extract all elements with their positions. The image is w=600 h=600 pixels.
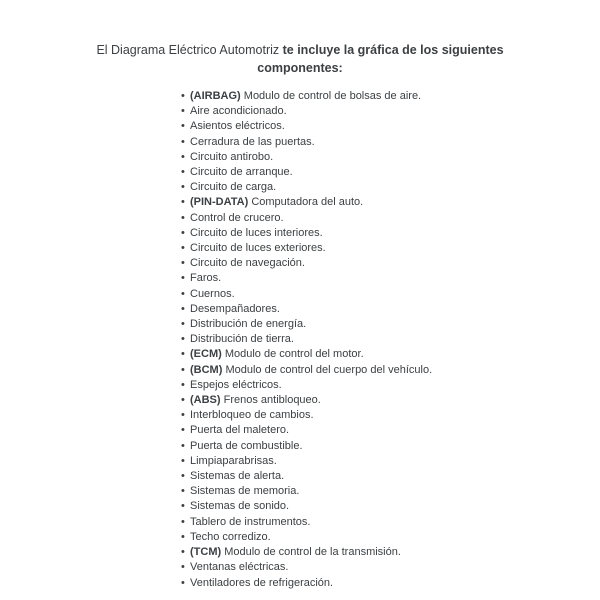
list-item [181, 104, 600, 119]
item-text: Ventanas eléctricas. [190, 561, 289, 574]
item-text: Circuito de arranque. [190, 166, 293, 179]
item-text: Cerradura de las puertas. [190, 135, 315, 148]
title-regular-part: El Diagrama Eléctrico Automotriz [96, 43, 280, 57]
item-keyword: (ECM) [190, 348, 225, 361]
item-text: Circuito antirobo. [190, 150, 274, 163]
list-item [181, 241, 600, 256]
bullet-icon: • [181, 90, 185, 102]
list-item [181, 423, 600, 438]
item-text: Modulo de control de bolsas de aire. [243, 90, 422, 102]
bullet-icon: • [181, 530, 185, 543]
item-text: Ventiladores de refrigeración. [190, 576, 334, 589]
bullet-icon: • [181, 515, 185, 528]
list-item [181, 576, 600, 591]
list-item [181, 317, 600, 332]
item-text: Interbloqueo de cambios. [190, 409, 314, 422]
item-text: Modulo de control del cuerpo del vehículo. [225, 363, 433, 376]
item-keyword: (BCM) [190, 363, 226, 376]
bullet-icon: • [181, 272, 185, 285]
item-text: Cuernos. [190, 287, 235, 300]
bullet-icon: • [181, 181, 185, 194]
bullet-icon: • [181, 302, 185, 315]
list-item [181, 256, 600, 271]
bullet-icon: • [181, 105, 185, 118]
bullet-icon: • [181, 287, 185, 300]
item-text: Espejos eléctricos. [190, 378, 282, 391]
item-text: Limpiaparabrisas. [190, 454, 277, 467]
list-item [181, 454, 600, 469]
item-text: Distribución de energía. [190, 318, 307, 331]
item-text: Control de crucero. [190, 211, 284, 224]
item-text: Sistemas de alerta. [190, 470, 285, 483]
list-item [181, 180, 600, 195]
item-keyword: (AIRBAG) [190, 90, 244, 102]
bullet-icon: • [181, 439, 185, 452]
list-item [181, 89, 600, 104]
bullet-icon: • [181, 211, 185, 224]
item-text: Circuito de carga. [190, 181, 277, 194]
bullet-icon: • [181, 561, 185, 574]
bullet-icon: • [181, 120, 185, 133]
item-text: Aire acondicionado. [190, 105, 287, 118]
item-text: Circuito de luces exteriores. [190, 242, 326, 255]
list-item [181, 393, 600, 408]
item-text: Sistemas de sonido. [190, 500, 290, 513]
item-text: Techo corredizo. [190, 530, 271, 543]
item-text: Tablero de instrumentos. [190, 515, 311, 528]
bullet-icon: • [181, 470, 185, 483]
item-text: Circuito de navegación. [190, 257, 305, 270]
item-text: Asientos eléctricos. [190, 120, 285, 133]
bullet-icon: • [181, 546, 185, 559]
bullet-icon: • [181, 257, 185, 270]
list-item [181, 560, 600, 575]
item-text: Distribución de tierra. [190, 333, 294, 346]
bullet-icon: • [181, 196, 185, 209]
item-text: Modulo de control de la transmisión. [224, 546, 401, 559]
list-item [181, 469, 600, 484]
list-item [181, 119, 600, 134]
list-item [181, 484, 600, 499]
bullet-icon: • [181, 485, 185, 498]
bullet-icon: • [181, 135, 185, 148]
list-item [181, 378, 600, 393]
item-text: Computadora del auto. [251, 196, 364, 209]
list-item [181, 439, 600, 454]
item-text: Circuito de luces interiores. [190, 226, 323, 239]
title-bold-part: te incluye la gráfica de los siguientes [282, 43, 504, 57]
list-item [181, 515, 600, 530]
bullet-icon: • [181, 333, 185, 346]
item-text: Frenos antibloqueo. [223, 394, 321, 407]
list-item [181, 287, 600, 302]
title-bold-line2: componentes: [257, 61, 343, 75]
bullet-icon: • [181, 150, 185, 163]
item-keyword: (TCM) [190, 546, 225, 559]
list-item [181, 530, 600, 545]
item-keyword: (PIN-DATA) [190, 196, 252, 209]
list-item [181, 408, 600, 423]
bullet-icon: • [181, 348, 185, 361]
list-item [181, 363, 600, 378]
bullet-icon: • [181, 454, 185, 467]
bullet-icon: • [181, 166, 185, 179]
list-item [181, 302, 600, 317]
item-text: Desempañadores. [190, 302, 280, 315]
bullet-icon: • [181, 378, 185, 391]
list-item [181, 165, 600, 180]
list-item [181, 347, 600, 362]
bullet-icon: • [181, 318, 185, 331]
list-item [181, 499, 600, 514]
list-item [181, 150, 600, 165]
list-item [181, 135, 600, 150]
bullet-icon: • [181, 394, 185, 407]
item-text: Faros. [190, 272, 222, 285]
list-item [181, 195, 600, 210]
item-text: Puerta del maletero. [190, 424, 290, 437]
bullet-icon: • [181, 424, 185, 437]
list-item [181, 211, 600, 226]
bullet-icon: • [181, 500, 185, 513]
item-text: Sistemas de memoria. [190, 485, 300, 498]
item-text: Puerta de combustible. [190, 439, 303, 452]
bullet-icon: • [181, 226, 185, 239]
bullet-icon: • [181, 242, 185, 255]
list-item [181, 226, 600, 241]
list-item [181, 545, 600, 560]
list-item [181, 332, 600, 347]
bullet-icon: • [181, 576, 185, 589]
item-text: Modulo de control del motor. [224, 348, 364, 361]
component-list [181, 89, 600, 591]
item-keyword: (ABS) [190, 394, 224, 407]
bullet-icon: • [181, 409, 185, 422]
list-item [181, 271, 600, 286]
page-title [90, 0, 510, 77]
bullet-icon: • [181, 363, 185, 376]
